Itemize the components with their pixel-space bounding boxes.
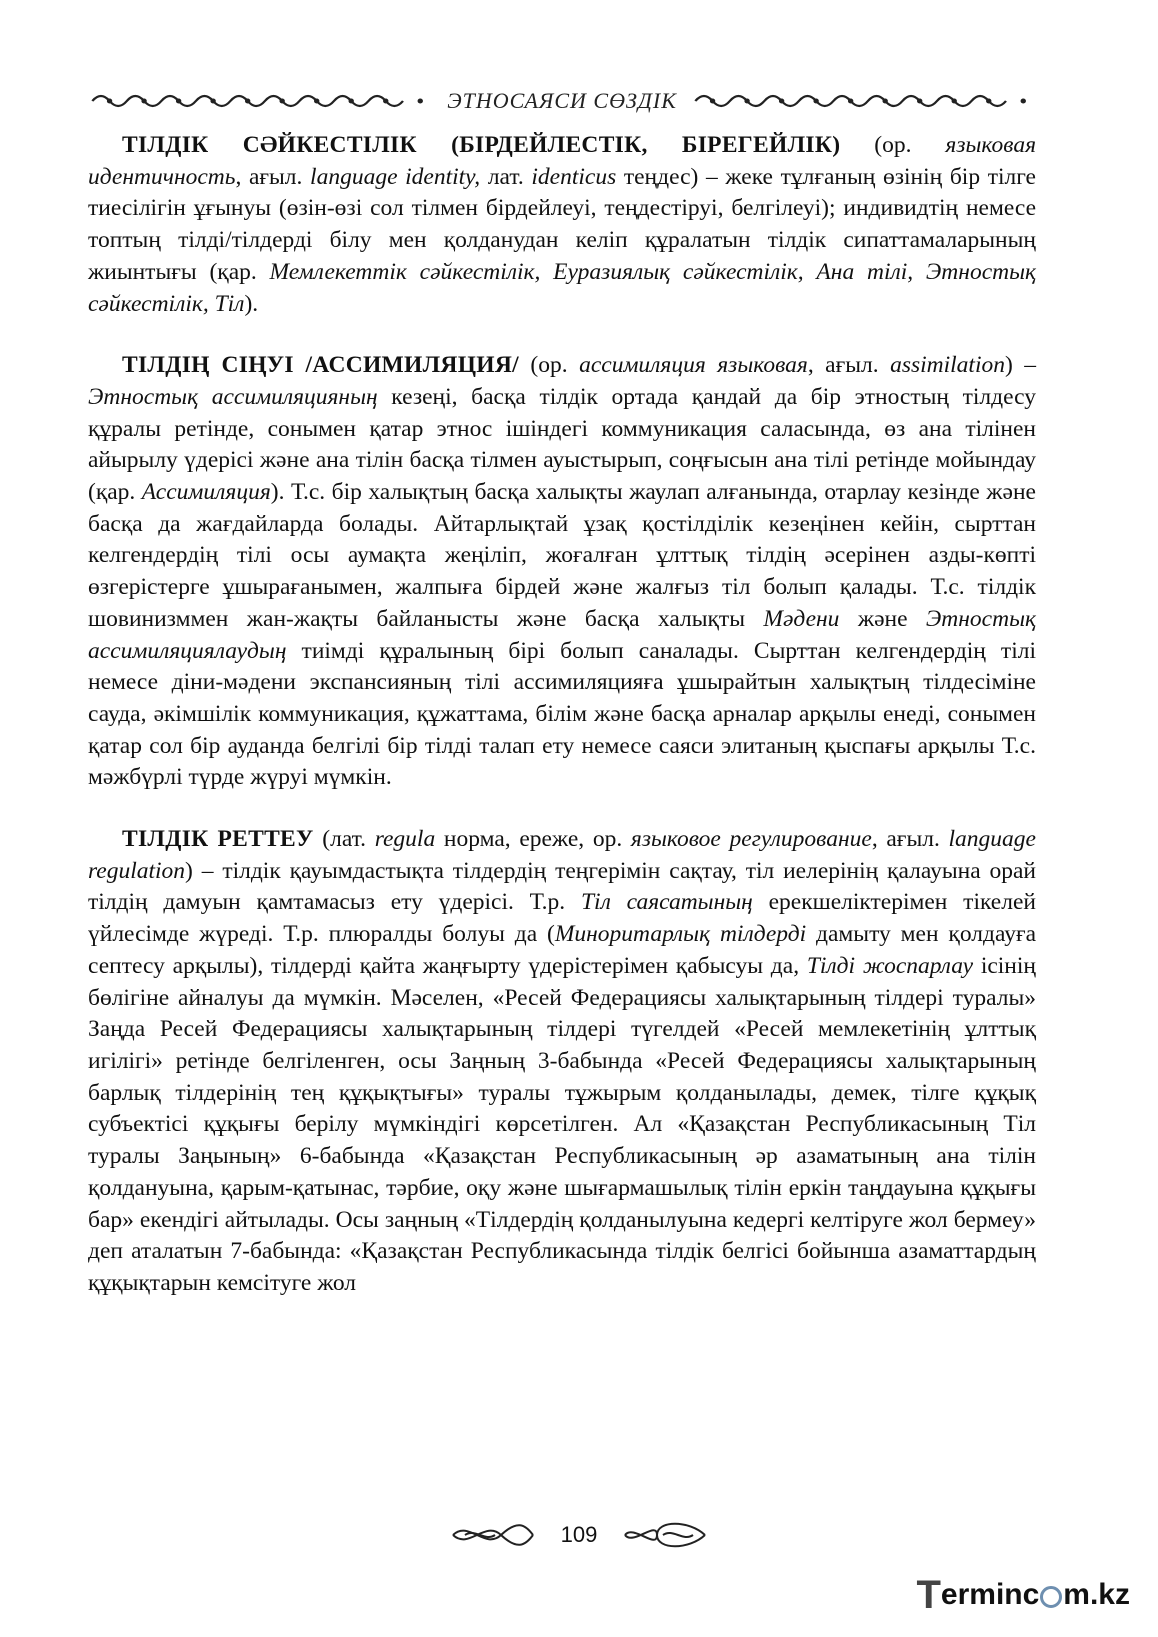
entry-language-regulation bbox=[88, 824, 1036, 1300]
page-number: 109 bbox=[560, 1522, 598, 1547]
entry-italic: Этностық ассимиляцияның bbox=[88, 383, 378, 410]
entry-text: (ор. bbox=[840, 132, 946, 158]
entry-italic: regula bbox=[374, 826, 436, 853]
entry-text: тиімді құралының бірі болып саналады. Сырттан келгендердің тілі немесе діни-мәдени экспансияның тілі ассимиляцияға ұшырайтын халықтың тілдесіміне сауда, әкімшілік коммуникация, құжаттама, білім және басқа арналар арқылы енеді, сонымен қатар сол бір ауданда белгілі бір тілді талап ету немесе саяси элитаның қыспағы арқылы Т.с. мәжбүрлі түрде жүруі мүмкін. bbox=[88, 637, 1036, 791]
entry-text: және bbox=[839, 605, 926, 632]
entry-text: ) – bbox=[1004, 352, 1037, 379]
entry-text: норма, ереже, ор. bbox=[435, 826, 631, 853]
dictionary-content bbox=[88, 130, 1036, 1300]
entry-text: теңдес) – жеке тұлғаның өзінің бір тілге тиесілігін ұғынуы (өзін-өзі сол тілмен бірдейлеуі, теңдестіруі, белгілеуі); индивидтің немесе топтың тілді/тілдерді білу мен қолданудан келіп құралатын тілдік сипаттамаларының жиынтығы (қар. bbox=[88, 163, 1036, 285]
entry-italic: language regulation bbox=[88, 826, 1036, 884]
entry-text: (лат. bbox=[313, 826, 375, 853]
entry-italic: языковая идентичность bbox=[88, 132, 1036, 190]
entry-italic: language identity, bbox=[310, 163, 481, 190]
entry-italic: Мемлекеттік сәйкестілік, Еуразиялық сәйкестілік, Ана тілі, Этностық сәйкестілік, Тіл bbox=[88, 258, 1036, 317]
running-header bbox=[88, 88, 1036, 114]
entry-term: ТІЛДІК СӘЙКЕСТІЛІК (БІРДЕЙЛЕСТІК, БІРЕГЕЙЛІК) bbox=[122, 132, 841, 158]
entry-italic: ассимиляция языковая bbox=[579, 352, 808, 379]
entry-text: лат. bbox=[480, 163, 532, 190]
entry-text: дамыту мен қолдауға септесу арқылы), тілдерді қайта жаңғырту үдерістерімен қабысуы да, bbox=[88, 921, 1037, 979]
entry-text: , ағыл. bbox=[807, 352, 891, 379]
entry-text: , ағыл. bbox=[871, 826, 949, 853]
entry-text: ісінің бөлігіне айналуы да мүмкін. Мәселен, «Ресей Федерациясы халықтарының тілдері туралы» Заңда Ресей Федерациясы халықтарының тілдері түгелдей «Ресей мемлекетінің ұлттық игілігі» ретінде белгіленген, осы Заңның 3-бабында «Ресей Федерациясы халықтарының барлық тілдерінің тең құқықтығы» туралы тұжырым қолданылады, демек, тілге құқық субъектісі құқығы берілу мүмкіндігі көрсетілген. Ал «Қазақстан Республикасының Тіл туралы Заңының» 6-бабында «Қазақстан Республикасының әр азаматының ана тілін қолдануына, қарым-қатынас, тәрбие, оқу және шығармашылық тілін еркін таңдауына құқығы бар» екендігі айтылады. Осы заңның «Тілдердің қолданылуына кедергі келтіруге жол бермеу» деп аталатын 7-бабында: «Қазақстан Республикасында тілдік белгісі бойынша азаматтардың құқықтарын кемсітуге жол bbox=[88, 952, 1036, 1296]
swash-left-icon bbox=[451, 1522, 535, 1548]
entry-text: , ағыл. bbox=[235, 163, 311, 190]
entry-italic: Этностық ассимиляциялаудың bbox=[88, 605, 1036, 664]
entry-term: ТІЛДІҢ СІҢУІ /АССИМИЛЯЦИЯ/ bbox=[122, 352, 519, 379]
entry-text: ) – тілдік қауымдастықта тілдердің теңгерімін сақтау, тіл иелерінің қалауына орай тілдің дамуын қамтамасыз ету үдерісі. Т.р. bbox=[88, 857, 1036, 916]
entry-italic: Ассимиляция bbox=[141, 479, 271, 506]
watermark-text: erminc bbox=[940, 1578, 1040, 1611]
entry-italic: assimilation bbox=[890, 352, 1005, 379]
entry-text: ). bbox=[244, 290, 259, 317]
entry-text: кезеңі, басқа тілдік ортада қандай да бір этностың тілдесу құралы ретінде, сонымен қатар этнос ішіндегі коммуникация саласында, өз ана тілінен айырылу үдерісі және ана тілін басқа тілмен ауыстырып, соңғысын ана тілі ретінде мойындау (қар. bbox=[88, 383, 1036, 506]
entry-italic: identicus bbox=[531, 163, 617, 190]
entry-text: ерекшеліктерімен тікелей үйлесімде жүреді. Т.р. плюралды болуы да ( bbox=[88, 889, 1036, 948]
watermark-domain: m.kz bbox=[1063, 1578, 1130, 1611]
page-footer bbox=[0, 1520, 1158, 1550]
header-title: ЭТНОСАЯСИ СӨЗДІК bbox=[447, 88, 677, 113]
entry-text: ). Т.с. бір халықтың басқа халықты жаулап алғанында, отарлау кезінде және басқа да жағдайларда болады. Айтарлықтай ұзақ қостілділік кезеңінен кейін, сырттан келгендердің тілі осы аумақта жеңіліп, жоғалған ұлттық тілдің әсерінен азды-көпті өзгерістерге ұшырағанымен, жалпыға бірдей және жалғыз тіл болып қалады. Т.с. тілдік шовинизммен жан-жақты байланысты және басқа халықты bbox=[88, 479, 1036, 632]
entry-text: (ор. bbox=[518, 352, 580, 379]
entry-term: ТІЛДІК РЕТТЕУ bbox=[122, 826, 314, 853]
watermark-logo bbox=[916, 1572, 1130, 1617]
entry-language-identity bbox=[88, 130, 1036, 320]
magnifier-icon bbox=[1040, 1586, 1062, 1608]
swash-right-icon bbox=[623, 1522, 707, 1548]
watermark-letter: T bbox=[916, 1572, 941, 1617]
entry-language-assimilation bbox=[88, 350, 1036, 794]
entry-italic: Тіл саясатының bbox=[580, 889, 753, 916]
ornament-left-icon bbox=[88, 90, 433, 112]
entry-italic: Миноритарлық тілдерді bbox=[554, 921, 807, 948]
ornament-right-icon bbox=[691, 90, 1036, 112]
entry-italic: Мәдени bbox=[763, 605, 840, 632]
entry-italic: языковое регулирование bbox=[630, 826, 872, 853]
entry-italic: Тілді жоспарлау bbox=[806, 952, 974, 979]
